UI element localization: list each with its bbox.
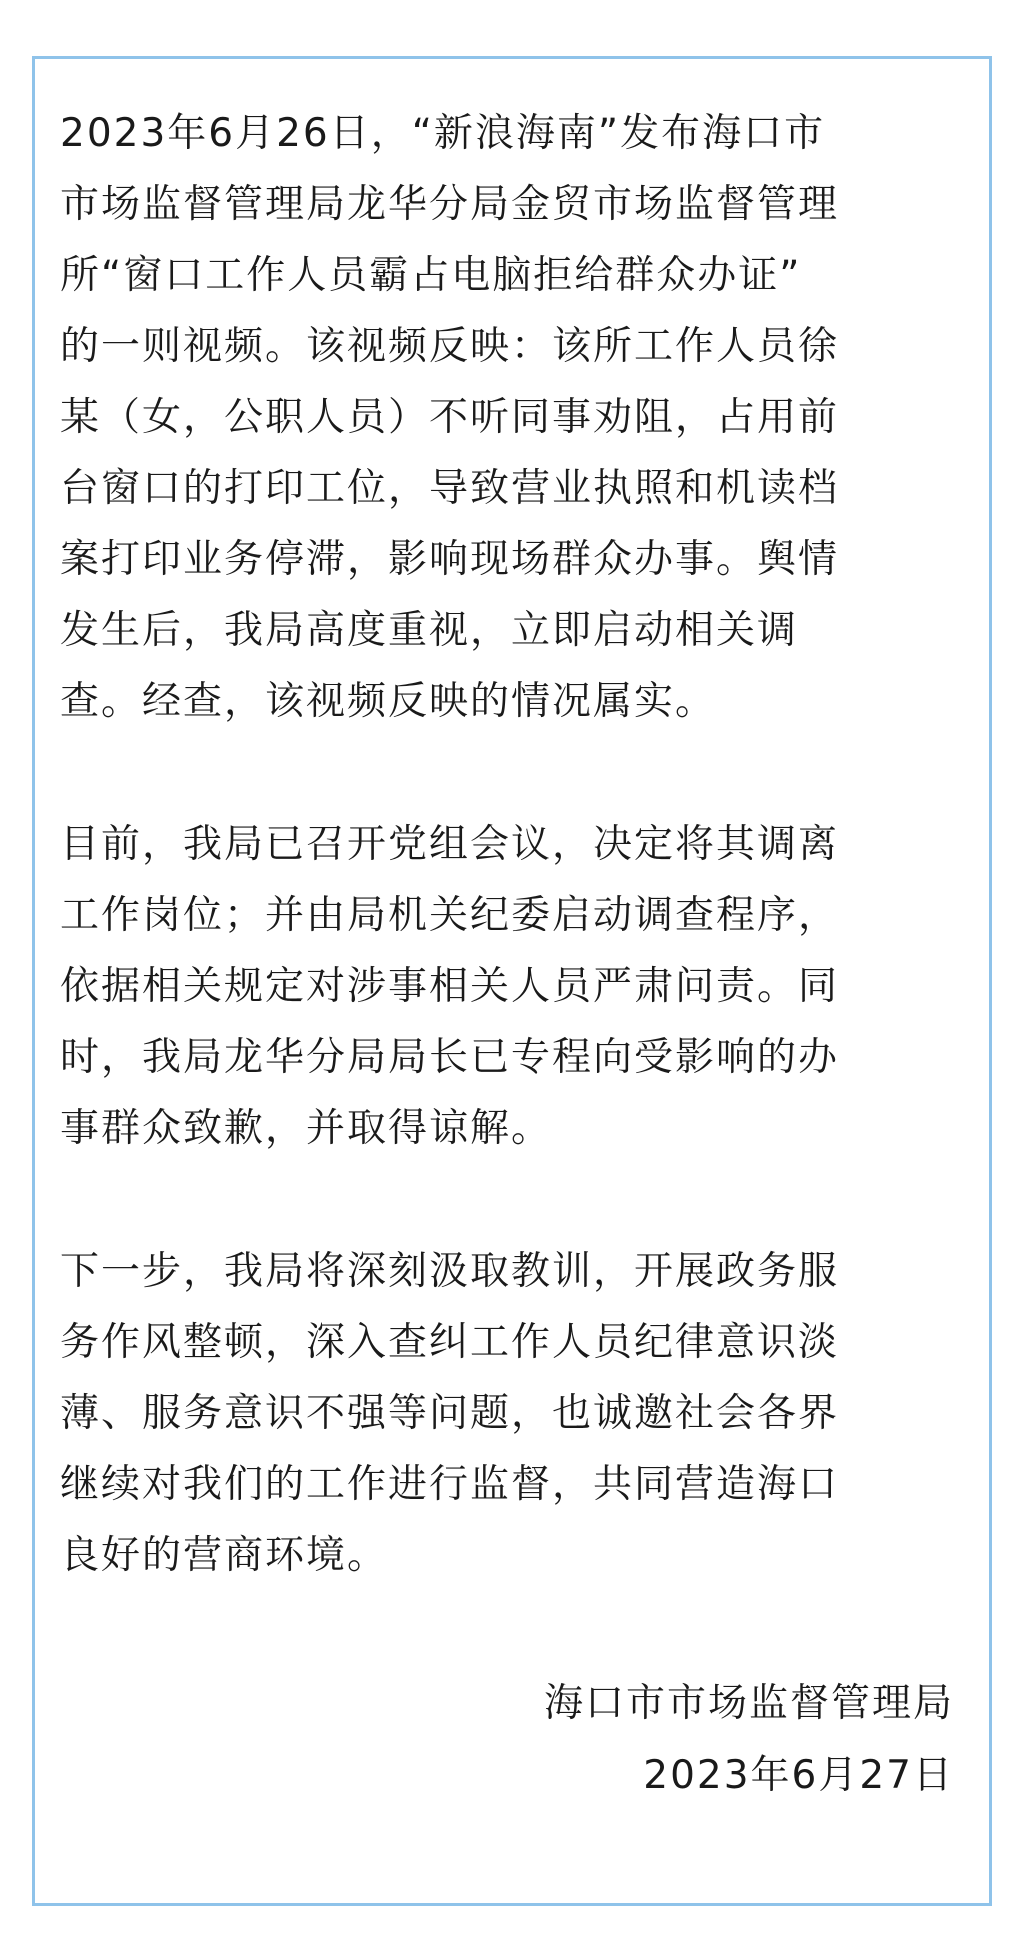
notice-body bbox=[60, 98, 960, 1591]
paragraph-incident: 2023年6月26日，“新浪海南”发布海口市 市场监督管理局龙华分局金贸市场监督管理 所“窗口工作人员霸占电脑拒给群众办证” 的一则视频。该视频反映：该所工作人员徐 某（女，公职人员）不听同事劝阻，占用前 台窗口的打印工位，导致营业执照和机读档 案打印业务停滞，影响现场群众办事。舆情 发生后，我局高度重视，立即启动相关调 查。经查，该视频反映的情况属实。 bbox=[60, 111, 840, 724]
signature-organization: 海口市市场监督管理局 bbox=[543, 1681, 954, 1726]
signature-date: 2023年6月27日 bbox=[643, 1753, 954, 1798]
paragraph-next-steps: 下一步，我局将深刻汲取教训，开展政务服 务作风整顿，深入查纠工作人员纪律意识淡 薄、服务意识不强等问题，也诚邀社会各界 继续对我们的工作进行监督，共同营造海口 良好的营商环境。 bbox=[60, 1249, 840, 1578]
paragraph-measures: 目前，我局已召开党组会议，决定将其调离 工作岗位；并由局机关纪委启动调查程序， 依据相关规定对涉事相关人员严肃问责。同 时，我局龙华分局局长已专程向受影响的办 事群众致歉，并取得谅解。 bbox=[60, 822, 840, 1151]
signature-block bbox=[544, 1668, 954, 1812]
